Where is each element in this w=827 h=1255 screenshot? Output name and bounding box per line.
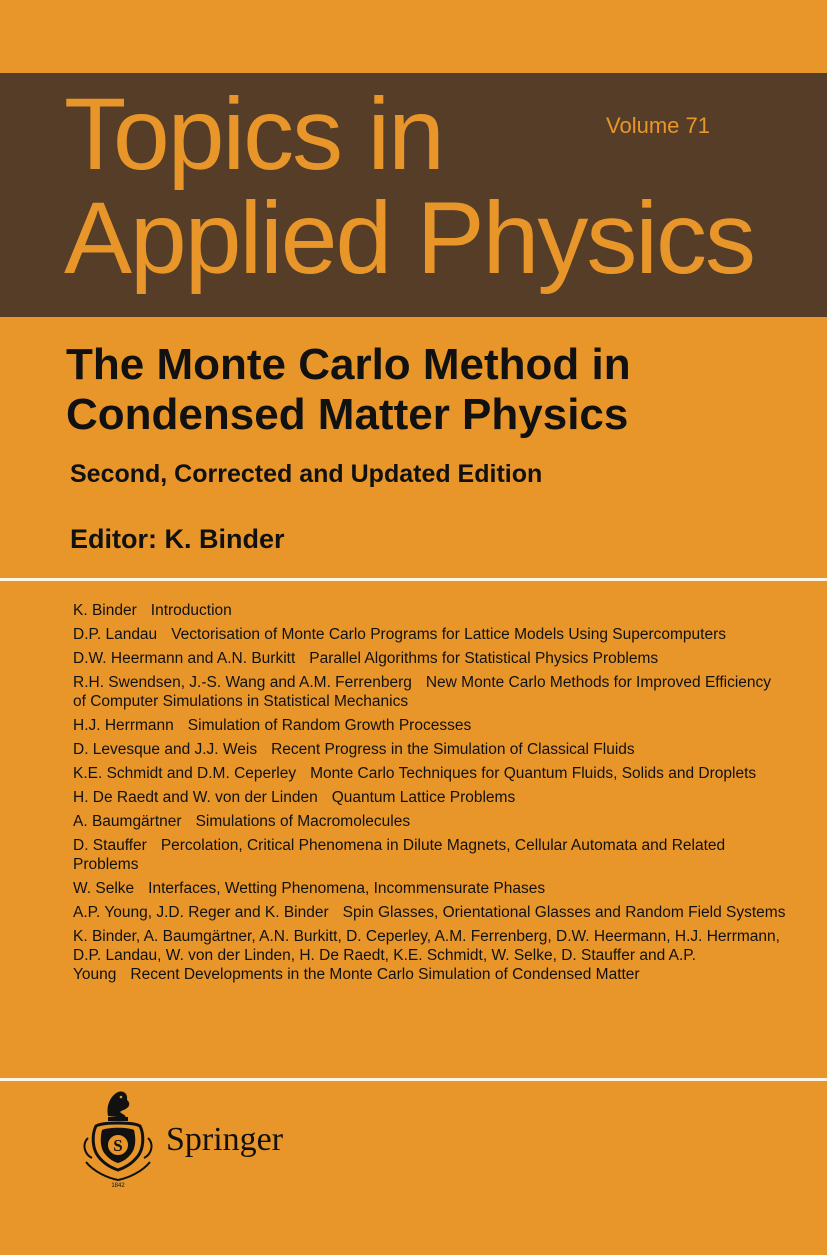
contents-entry bbox=[73, 764, 788, 783]
springer-knight-icon bbox=[78, 1088, 158, 1188]
entry-authors: D.W. Heermann and A.N. Burkitt bbox=[73, 650, 296, 667]
table-of-contents bbox=[73, 601, 788, 989]
entry-authors: D. Stauffer bbox=[73, 837, 147, 854]
contents-entry bbox=[73, 716, 788, 735]
volume-number: Volume 71 bbox=[606, 113, 710, 138]
entry-title: Interfaces, Wetting Phenomena, Incommensurate Phases bbox=[148, 880, 546, 897]
book-title-line-1: The Monte Carlo Method in bbox=[66, 340, 631, 389]
contents-entry bbox=[73, 836, 788, 874]
contents-entry bbox=[73, 740, 788, 759]
entry-title: Introduction bbox=[150, 602, 232, 619]
editor-line: Editor: K. Binder bbox=[70, 524, 285, 554]
contents-entry bbox=[73, 601, 788, 620]
entry-title: Percolation, Critical Phenomena in Dilute Magnets, Cellular Automata and Related Problems bbox=[73, 837, 726, 873]
entry-title: Monte Carlo Techniques for Quantum Fluids, Solids and Droplets bbox=[310, 765, 757, 782]
entry-authors: K. Binder, A. Baumgärtner, A.N. Burkitt, D. Ceperley, A.M. Ferrenberg, D.W. Heermann, H.J. Herrmann, D.P. Landau, W. von der Linden, H. De Raedt, K.E. Schmidt, W. Selke, D. Stauffer and A.P. Young bbox=[73, 928, 780, 983]
entry-title: Recent Developments in the Monte Carlo Simulation of Condensed Matter bbox=[130, 966, 640, 983]
divider-bottom bbox=[0, 1078, 827, 1081]
entry-authors: K.E. Schmidt and D.M. Ceperley bbox=[73, 765, 297, 782]
contents-entry bbox=[73, 673, 788, 711]
entry-title: Simulations of Macromolecules bbox=[195, 813, 411, 830]
entry-authors: D. Levesque and J.J. Weis bbox=[73, 741, 258, 758]
entry-authors: H.J. Herrmann bbox=[73, 717, 174, 734]
contents-entry bbox=[73, 625, 788, 644]
series-title-line-1: Topics in bbox=[64, 77, 443, 191]
entry-authors: A.P. Young, J.D. Reger and K. Binder bbox=[73, 904, 329, 921]
entry-title: New Monte Carlo Methods for Improved Efficiency of Computer Simulations in Statistical Mechanics bbox=[73, 674, 772, 710]
entry-title: Simulation of Random Growth Processes bbox=[187, 717, 472, 734]
contents-entry bbox=[73, 788, 788, 807]
series-title-line-2: Applied Physics bbox=[64, 181, 755, 295]
entry-authors: H. De Raedt and W. von der Linden bbox=[73, 789, 318, 806]
contents-entry bbox=[73, 649, 788, 668]
entry-authors: K. Binder bbox=[73, 602, 137, 619]
entry-title: Parallel Algorithms for Statistical Physics Problems bbox=[309, 650, 659, 667]
divider-top bbox=[0, 578, 827, 581]
book-title bbox=[66, 340, 806, 440]
contents-entry bbox=[73, 927, 788, 984]
entry-authors: A. Baumgärtner bbox=[73, 813, 182, 830]
contents-entry bbox=[73, 879, 788, 898]
svg-text:S: S bbox=[113, 1136, 123, 1155]
contents-entry bbox=[73, 903, 788, 922]
publisher-name: Springer bbox=[166, 1121, 284, 1158]
entry-authors: D.P. Landau bbox=[73, 626, 158, 643]
entry-title: Spin Glasses, Orientational Glasses and Random Field Systems bbox=[342, 904, 786, 921]
entry-authors: R.H. Swendsen, J.-S. Wang and A.M. Ferrenberg bbox=[73, 674, 412, 691]
book-title-line-2: Condensed Matter Physics bbox=[66, 390, 629, 439]
entry-title: Vectorisation of Monte Carlo Programs for Lattice Models Using Supercomputers bbox=[171, 626, 726, 643]
entry-title: Recent Progress in the Simulation of Classical Fluids bbox=[271, 741, 635, 758]
entry-title: Quantum Lattice Problems bbox=[331, 789, 516, 806]
publisher-imprint bbox=[78, 1088, 308, 1188]
entry-authors: W. Selke bbox=[73, 880, 135, 897]
svg-text:1842: 1842 bbox=[111, 1183, 125, 1188]
edition-subtitle: Second, Corrected and Updated Edition bbox=[70, 460, 543, 488]
contents-entry bbox=[73, 812, 788, 831]
